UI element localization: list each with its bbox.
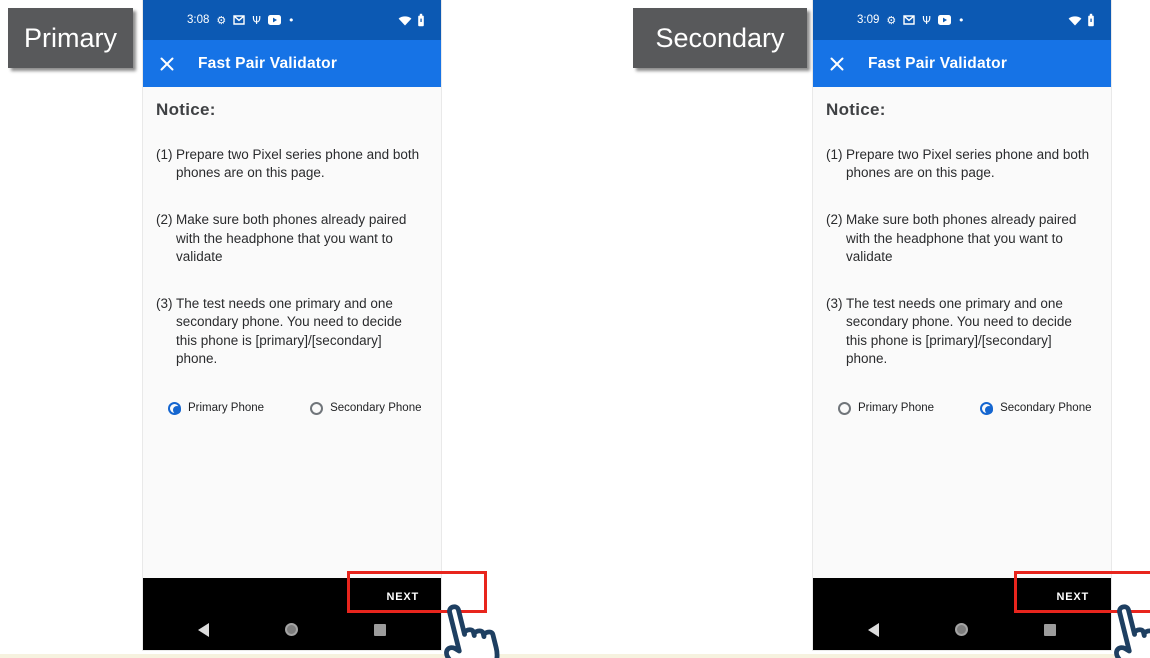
radio-button-icon [838, 402, 851, 415]
youtube-icon [938, 15, 951, 25]
item-text: Make sure both phones already paired with the headphone that you want to validate [846, 212, 1077, 264]
close-icon[interactable] [159, 56, 175, 72]
item-text: The test needs one primary and one secondary phone. You need to decide this phone is [primary]/[secondary] phone. [176, 296, 402, 366]
radio-group [838, 402, 1095, 415]
android-nav-bar [143, 615, 441, 650]
close-icon[interactable] [829, 56, 845, 72]
radio-secondary-phone[interactable] [310, 402, 421, 415]
radio-label: Primary Phone [188, 402, 265, 415]
item-text: Prepare two Pixel series phone and both phones are on this page. [846, 147, 1090, 181]
item-number: (2) [826, 212, 843, 228]
item-text: Prepare two Pixel series phone and both phones are on this page. [176, 147, 420, 181]
item-number: (2) [156, 212, 173, 228]
app-title: Fast Pair Validator [198, 54, 338, 72]
overflow-dot: • [287, 13, 295, 27]
app-bar [143, 40, 441, 87]
settings-icon: ⚙ [216, 13, 227, 27]
settings-icon: ⚙ [886, 13, 897, 27]
radio-label: Secondary Phone [1000, 402, 1092, 415]
notice-item [156, 295, 425, 368]
youtube-icon [268, 15, 281, 25]
clock: 3:08 [187, 14, 210, 26]
radio-secondary-phone[interactable] [980, 402, 1091, 415]
notice-item [826, 211, 1095, 266]
android-nav-bar [813, 615, 1111, 650]
status-bar [813, 0, 1111, 40]
notice-item [156, 211, 425, 266]
radio-primary-phone[interactable] [838, 402, 934, 415]
back-button[interactable] [868, 623, 879, 637]
item-text: Make sure both phones already paired with the headphone that you want to validate [176, 212, 407, 264]
gmail-icon [233, 15, 245, 25]
radio-button-icon [168, 402, 181, 415]
notice-item [156, 146, 425, 182]
radio-button-icon [310, 402, 323, 415]
notice-heading: Notice: [156, 100, 216, 119]
phone-secondary [813, 0, 1111, 650]
radio-primary-phone[interactable] [168, 402, 264, 415]
annotation-label-primary: Primary [8, 8, 133, 68]
clock: 3:09 [857, 14, 880, 26]
home-button[interactable] [285, 623, 298, 636]
app-title: Fast Pair Validator [868, 54, 1008, 72]
item-number: (1) [826, 147, 843, 162]
annotation-label-secondary: Secondary [633, 8, 807, 68]
item-number: (3) [826, 296, 843, 312]
wifi-icon [1068, 15, 1082, 26]
battery-icon [1087, 13, 1095, 27]
next-button[interactable]: NEXT [1056, 590, 1089, 603]
usb-icon: Ψ [252, 13, 261, 27]
status-bar [143, 0, 441, 40]
radio-label: Primary Phone [858, 402, 935, 415]
recents-button[interactable] [374, 624, 386, 636]
click-hand-cursor-icon [1100, 590, 1150, 658]
usb-icon: Ψ [922, 13, 931, 27]
phone-primary [143, 0, 441, 650]
notice-item [826, 146, 1095, 182]
item-number: (3) [156, 296, 173, 312]
battery-icon [417, 13, 425, 27]
overflow-dot: • [957, 13, 965, 27]
bottom-strip [0, 654, 1150, 658]
recents-button[interactable] [1044, 624, 1056, 636]
notice-panel [813, 87, 1111, 578]
wifi-icon [398, 15, 412, 26]
notice-heading: Notice: [826, 100, 886, 119]
item-number: (1) [156, 147, 173, 162]
notice-panel [143, 87, 441, 578]
radio-button-icon [980, 402, 993, 415]
item-text: The test needs one primary and one secondary phone. You need to decide this phone is [primary]/[secondary] phone. [846, 296, 1072, 366]
radio-group [168, 402, 425, 415]
gmail-icon [903, 15, 915, 25]
app-bar [813, 40, 1111, 87]
radio-label: Secondary Phone [330, 402, 422, 415]
notice-item [826, 295, 1095, 368]
back-button[interactable] [198, 623, 209, 637]
home-button[interactable] [955, 623, 968, 636]
click-hand-cursor-icon [430, 590, 508, 658]
next-button[interactable]: NEXT [386, 590, 419, 603]
